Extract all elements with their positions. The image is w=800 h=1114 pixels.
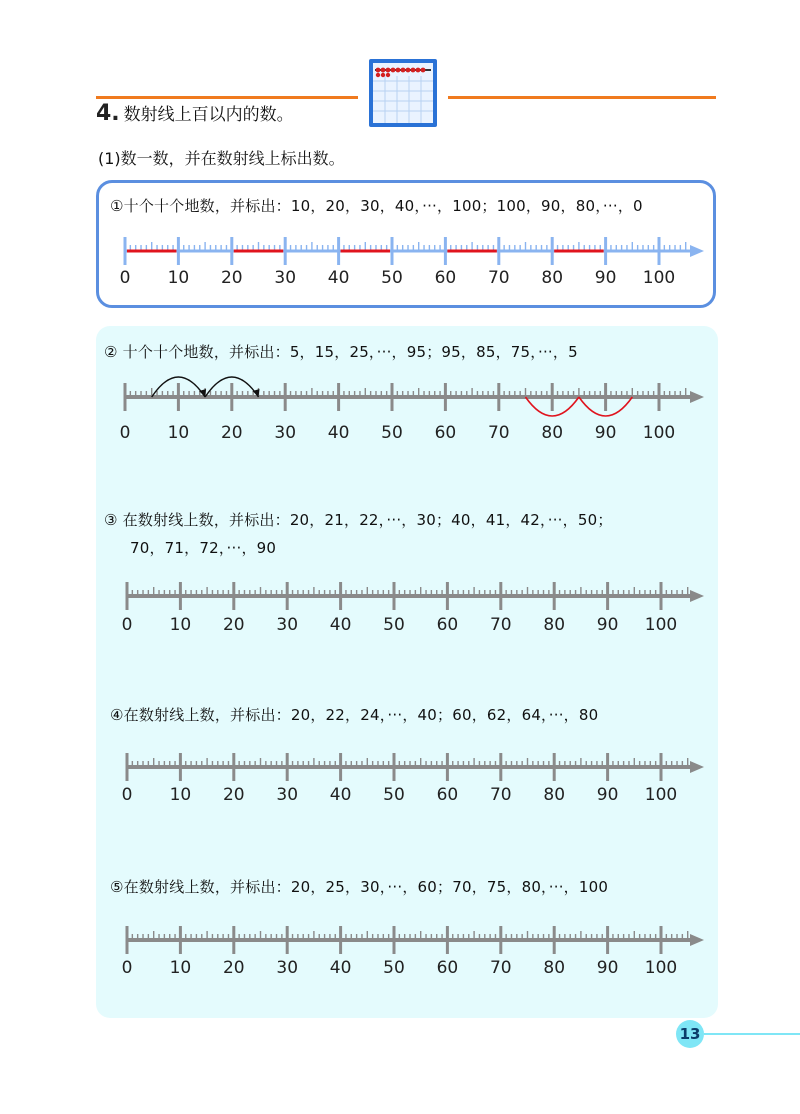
- number-line-4-tick-label: 80: [543, 785, 566, 805]
- number-line-2-tick-label: 90: [594, 423, 617, 443]
- number-line-1-tick-label: 40: [327, 268, 350, 288]
- number-line-3-tick-label: 0: [121, 615, 133, 635]
- number-line-4-tick-label: 50: [383, 785, 405, 805]
- number-line-2-tick-label: 20: [220, 423, 243, 443]
- footer-rule: [704, 1033, 800, 1035]
- number-line-3-tick-label: 70: [489, 615, 512, 635]
- number-line-2-tick-label: 80: [541, 423, 564, 443]
- number-line-5-tick-label: 90: [596, 958, 619, 978]
- number-line-2-tick-label: 10: [167, 423, 190, 443]
- exercise-1-instruction: ①十个十个地数，并标出：10，20，30，40，···，100；100，90，80，···，0: [110, 197, 643, 215]
- number-line-2-tick-label: 50: [381, 423, 403, 443]
- number-line-1-tick-label: 70: [487, 268, 510, 288]
- number-line-3-tick-label: 10: [169, 615, 192, 635]
- number-line-4-tick-label: 30: [276, 785, 299, 805]
- number-line-1-tick-label: 100: [642, 268, 676, 288]
- number-line-1-tick-label: 10: [167, 268, 190, 288]
- number-line-2-tick-label: 30: [274, 423, 297, 443]
- number-line-1-tick-label: 50: [381, 268, 403, 288]
- number-line-3-tick-label: 50: [383, 615, 405, 635]
- number-line-1-tick-label: 0: [119, 268, 131, 288]
- number-line-4-tick-label: 10: [169, 785, 192, 805]
- number-line-5-tick-label: 70: [489, 958, 512, 978]
- section-title: 数射线上百以内的数。: [123, 105, 294, 125]
- number-line-1-tick-label: 60: [434, 268, 457, 288]
- number-line-4-tick-label: 90: [596, 785, 619, 805]
- number-line-3-tick-label: 30: [276, 615, 299, 635]
- number-line-3-tick-label: 60: [436, 615, 459, 635]
- number-line-5-tick-label: 0: [121, 958, 133, 978]
- number-line-1-tick-label: 90: [594, 268, 617, 288]
- number-line-5-tick-label: 30: [276, 958, 299, 978]
- number-line-1-tick-label: 80: [541, 268, 564, 288]
- exercise-5-instruction: ⑤在数射线上数，并标出：20，25，30，···，60；70，75，80，···，100: [110, 878, 609, 896]
- number-line-3-tick-label: 90: [596, 615, 619, 635]
- exercise-3-instruction-line2: 70，71，72，···，90: [130, 539, 277, 557]
- number-line-5-tick-label: 100: [644, 958, 678, 978]
- number-line-4-tick-label: 40: [329, 785, 352, 805]
- number-line-4-tick-label: 100: [644, 785, 678, 805]
- number-line-5-tick-label: 40: [329, 958, 352, 978]
- number-line-2-tick-label: 0: [119, 423, 131, 443]
- number-line-2-tick-label: 100: [642, 423, 676, 443]
- number-line-3-arrow: [690, 590, 704, 602]
- number-line-3-tick-label: 40: [329, 615, 352, 635]
- number-line-3-tick-label: 100: [644, 615, 678, 635]
- number-line-5-tick-label: 20: [222, 958, 245, 978]
- number-line-1-tick-label: 30: [274, 268, 297, 288]
- number-line-2-tick-label: 70: [487, 423, 510, 443]
- number-line-1-arrow: [690, 245, 704, 257]
- number-line-3-tick-label: 80: [543, 615, 566, 635]
- number-line-4-tick-label: 60: [436, 785, 459, 805]
- number-line-4-tick-label: 20: [222, 785, 245, 805]
- number-line-1-tick-label: 20: [220, 268, 243, 288]
- number-line-2-tick-label: 40: [327, 423, 350, 443]
- number-line-3-tick-label: 20: [222, 615, 245, 635]
- number-line-4-tick-label: 70: [489, 785, 512, 805]
- exercise-4-instruction: ④在数射线上数，并标出：20，22，24，···，40；60，62，64，···，80: [110, 706, 599, 724]
- page-number: 13: [676, 1020, 704, 1048]
- number-line-2-tick-label: 60: [434, 423, 457, 443]
- number-line-5-tick-label: 60: [436, 958, 459, 978]
- number-line-2-arrow: [690, 391, 704, 403]
- part1-label: (1)数一数，并在数射线上标出数。: [98, 149, 345, 168]
- number-line-4-arrow: [690, 761, 704, 773]
- number-line-5-tick-label: 80: [543, 958, 566, 978]
- number-line-5-arrow: [690, 934, 704, 946]
- section-number: 4.: [96, 101, 120, 126]
- exercise-3-instruction-line1: ③ 在数射线上数，并标出：20，21，22，···，30；40，41，42，···，50；: [104, 511, 613, 529]
- number-line-4-tick-label: 0: [121, 785, 133, 805]
- number-line-5-tick-label: 50: [383, 958, 405, 978]
- number-line-5-tick-label: 10: [169, 958, 192, 978]
- exercise-2-instruction: ② 十个十个地数，并标出：5，15，25，···，95；95，85，75，···，5: [104, 343, 578, 361]
